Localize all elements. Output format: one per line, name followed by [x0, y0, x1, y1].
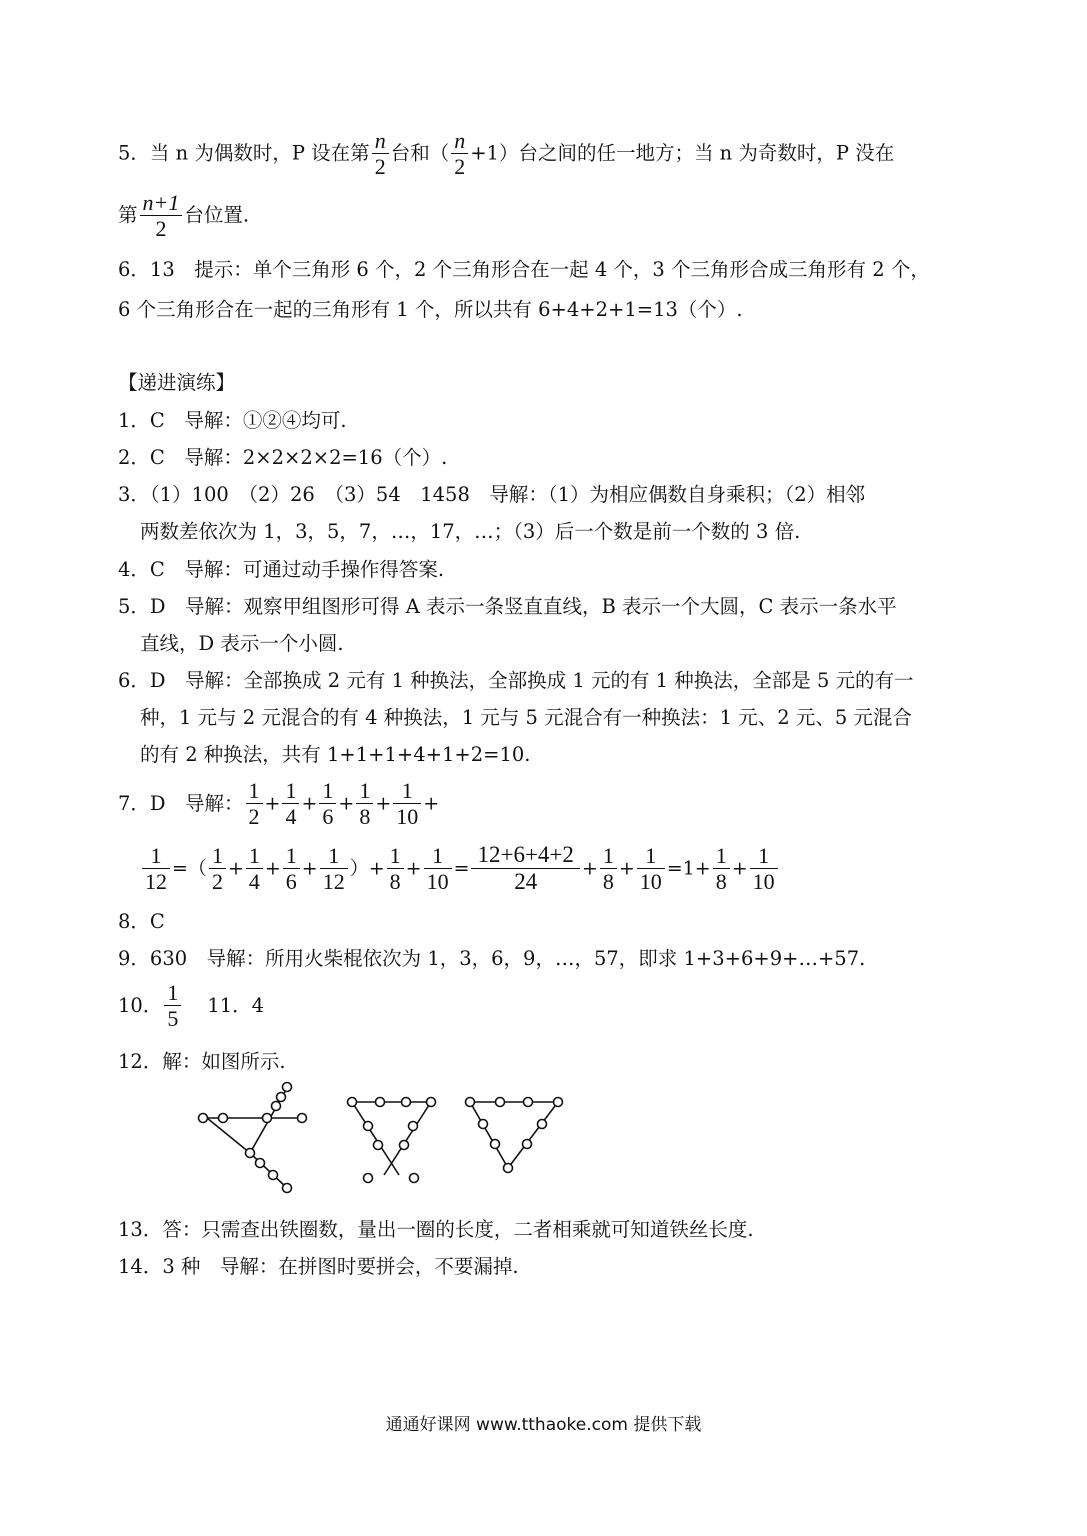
answer-item-1: 1．C 导解：①②④均可. — [118, 409, 347, 432]
answer-item-10-label: 10． — [118, 994, 163, 1018]
diagram-figure-2 — [348, 1098, 436, 1183]
fraction-numerator: n+1 — [140, 190, 183, 216]
fraction-denominator: 12 — [145, 869, 167, 895]
plus-sign: + — [301, 792, 318, 815]
equals-sign: = — [172, 857, 188, 880]
answer-5-text-d: 第 — [118, 203, 138, 227]
fraction-sum-over-24 — [471, 842, 579, 896]
plus-sign: + — [405, 857, 422, 880]
plus-sign: + — [264, 792, 281, 815]
fraction-denominator: 12 — [322, 869, 345, 895]
answer-item-7-line-1 — [118, 778, 439, 830]
fraction-numerator: 1 — [246, 778, 263, 804]
fraction-n-over-2 — [372, 128, 389, 180]
answer-item-5-line-2: 直线，D 表示一个小圆. — [140, 632, 344, 655]
fraction-1-6 — [283, 843, 300, 895]
fraction-1-12 — [142, 843, 170, 895]
fraction-numerator: 1 — [246, 843, 263, 869]
fraction-1-5 — [164, 980, 181, 1032]
fraction-denominator: 5 — [167, 1006, 179, 1032]
fraction-1-6 — [319, 778, 336, 830]
left-paren: （ — [187, 857, 207, 880]
answer-item-7-line-2 — [140, 842, 780, 896]
answer-item-6-line-1: 6．D 导解：全部换成 2 元有 1 种换法，全部换成 1 元的有 1 种换法，全部是 5 元的有一 — [118, 669, 914, 692]
diagram-figure-1 — [199, 1083, 307, 1193]
answer-item-6-line-3: 的有 2 种换法，共有 1+1+1+4+1+2=10. — [140, 743, 531, 766]
plus-sign: + — [227, 857, 244, 880]
answer-item-3-line-2: 两数差依次为 1，3，5，7，…，17，…；（3）后一个数是前一个数的 3 倍. — [140, 520, 801, 543]
fraction-numerator: 1 — [356, 778, 373, 804]
fraction-denominator: 2 — [374, 154, 386, 180]
fraction-1-8 — [356, 778, 373, 830]
answer-5-text-a: 5．当 n 为偶数时，P 设在第 — [118, 141, 370, 165]
answer-5-text-b: 台和（ — [390, 141, 450, 165]
answer-5-line-2 — [118, 190, 249, 242]
fraction-n-plus-1-over-2 — [140, 190, 183, 242]
fraction-1-2 — [246, 778, 263, 830]
fraction-denominator: 8 — [359, 804, 371, 830]
fraction-numerator: 1 — [393, 778, 421, 804]
fraction-1-10 — [750, 843, 778, 895]
page-footer: 通通好课网 www.tthaoke.com 提供下载 — [385, 1415, 702, 1435]
fraction-denominator: 8 — [602, 869, 614, 895]
answer-item-4: 4．C 导解：可通过动手操作得答案. — [118, 558, 445, 581]
answer-5-line-1 — [118, 128, 894, 180]
equals-one-plus: =1+ — [666, 857, 711, 880]
plus-sign: + — [338, 792, 355, 815]
answer-12-figure — [190, 1080, 580, 1195]
fraction-denominator: 2 — [248, 804, 260, 830]
answer-6-line-1: 6．13 提示：单个三角形 6 个，2 个三角形合在一起 4 个，3 个三角形合成三角形有 2 个， — [118, 258, 930, 281]
answer-item-7-label: 7．D 导解： — [118, 792, 244, 816]
fraction-numerator: 1 — [600, 843, 617, 869]
fraction-numerator: 1 — [387, 843, 404, 869]
fraction-numerator: n — [451, 128, 468, 154]
fraction-denominator: 10 — [396, 804, 419, 830]
fraction-denominator: 6 — [285, 869, 297, 895]
fraction-numerator: 1 — [282, 778, 299, 804]
fraction-1-2 — [209, 843, 226, 895]
plus-sign: + — [375, 792, 392, 815]
fraction-denominator: 2 — [211, 869, 223, 895]
fraction-1-10 — [393, 778, 421, 830]
fraction-numerator: n — [372, 128, 389, 154]
answer-6-line-2: 6 个三角形合在一起的三角形有 1 个，所以共有 6+4+2+1=13（个）. — [118, 298, 743, 321]
fraction-denominator: 2 — [155, 216, 167, 242]
answer-item-14: 14．3 种 导解：在拼图时要拼会，不要漏掉. — [118, 1255, 519, 1278]
fraction-numerator: 1 — [164, 980, 181, 1006]
fraction-1-10 — [424, 843, 452, 895]
fraction-1-4 — [282, 778, 299, 830]
plus-sign: + — [423, 792, 440, 815]
diagram-figure-3 — [466, 1098, 563, 1173]
fraction-n-over-2-b — [451, 128, 468, 180]
fraction-numerator: 1 — [424, 843, 452, 869]
answer-item-6-line-2: 种，1 元与 2 元混合的有 4 种换法，1 元与 5 元混合有一种换法：1 元、2 元、5 元混合 — [140, 706, 912, 729]
plus-sign: + — [618, 857, 635, 880]
fraction-denominator: 24 — [514, 869, 538, 895]
fraction-numerator: 1 — [209, 843, 226, 869]
fraction-numerator: 1 — [320, 843, 348, 869]
fraction-denominator: 4 — [248, 869, 260, 895]
fraction-numerator: 12+6+4+2 — [471, 842, 579, 869]
answer-item-12: 12．解：如图所示. — [118, 1050, 286, 1073]
fraction-numerator: 1 — [713, 843, 730, 869]
fraction-1-12 — [320, 843, 348, 895]
answer-item-8: 8．C — [118, 910, 165, 933]
fraction-denominator: 2 — [454, 154, 466, 180]
fraction-denominator: 8 — [715, 869, 727, 895]
fraction-numerator: 1 — [283, 843, 300, 869]
fraction-numerator: 1 — [142, 843, 170, 869]
answer-item-13: 13．答：只需查出铁圈数，量出一圈的长度，二者相乘就可知道铁丝长度. — [118, 1218, 754, 1241]
section-title: 【递进演练】 — [118, 371, 236, 394]
answer-item-3-line-1: 3．（1）100 （2）26 （3）54 1458 导解：（1）为相应偶数自身乘积；（2）相邻 — [118, 483, 866, 506]
equals-sign: = — [453, 857, 470, 880]
fraction-denominator: 10 — [752, 869, 775, 895]
plus-sign: + — [731, 857, 748, 880]
fraction-denominator: 6 — [322, 804, 334, 830]
fraction-1-4 — [246, 843, 263, 895]
answer-5-text-e: 台位置. — [184, 203, 250, 227]
fraction-denominator: 10 — [639, 869, 662, 895]
answer-item-5-line-1: 5．D 导解：观察甲组图形可得 A 表示一条竖直直线，B 表示一个大圆，C 表示一条水平 — [118, 595, 897, 618]
answer-item-2: 2．C 导解：2×2×2×2=16（个）. — [118, 446, 448, 469]
plus-sign: + — [301, 857, 318, 880]
fraction-1-8 — [713, 843, 730, 895]
fraction-1-8 — [600, 843, 617, 895]
plus-sign: + — [264, 857, 281, 880]
right-paren: ） — [349, 857, 369, 880]
plus-sign: + — [581, 857, 598, 880]
fraction-1-8 — [387, 843, 404, 895]
fraction-1-10 — [637, 843, 665, 895]
answer-item-10-11 — [118, 980, 264, 1032]
plus-sign: + — [368, 857, 385, 880]
fraction-denominator: 10 — [426, 869, 449, 895]
fraction-numerator: 1 — [319, 778, 336, 804]
fraction-denominator: 4 — [285, 804, 297, 830]
answer-item-11: 11．4 — [207, 994, 265, 1018]
answer-5-text-c: +1）台之间的任一地方；当 n 为奇数时，P 没在 — [470, 141, 895, 165]
answer-item-9: 9．630 导解：所用火柴棍依次为 1，3，6，9，…，57，即求 1+3+6+9+…+57. — [118, 947, 866, 970]
fraction-numerator: 1 — [637, 843, 665, 869]
fraction-numerator: 1 — [750, 843, 778, 869]
fraction-denominator: 8 — [389, 869, 401, 895]
